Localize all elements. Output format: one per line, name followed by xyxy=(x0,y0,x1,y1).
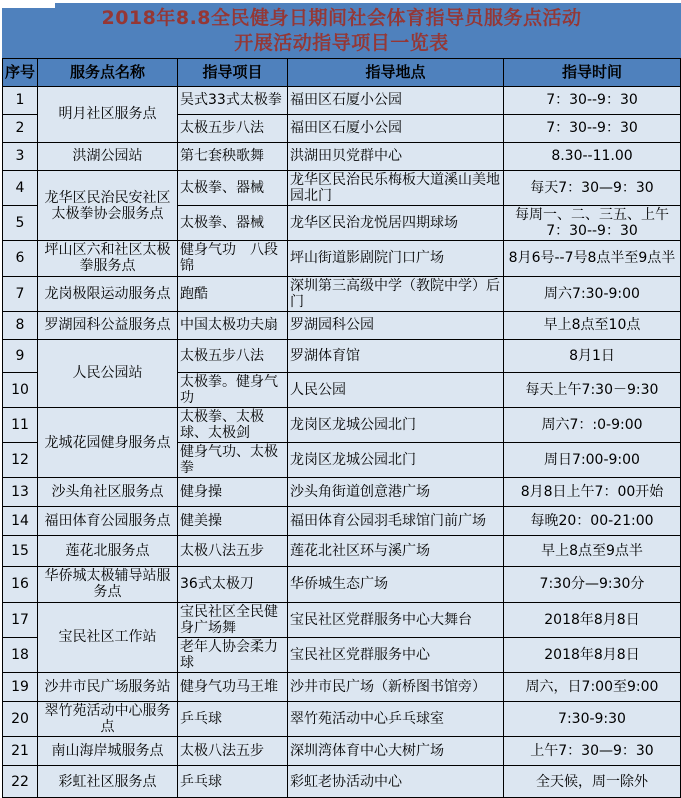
header-cell-name: 服务点名称 xyxy=(38,59,178,87)
cell-row-number: 18 xyxy=(3,637,38,672)
cell-guidance-time: 早上8点至9点半 xyxy=(504,536,681,567)
cell-guidance-time: 周六7：:0-9:00 xyxy=(504,407,681,442)
table-row xyxy=(3,478,681,507)
cell-service-point-name: 彩虹社区服务点 xyxy=(38,766,178,798)
cell-guidance-project: 第七套秧歌舞 xyxy=(178,143,288,171)
cell-row-number: 21 xyxy=(3,737,38,766)
cell-guidance-project: 健身操 xyxy=(178,478,288,507)
cell-guidance-place: 翠竹苑活动中心乒乓球室 xyxy=(288,701,504,736)
cell-row-number: 19 xyxy=(3,672,38,701)
cell-guidance-time: 8.30--11.00 xyxy=(504,143,681,171)
header-cell-place: 指导地点 xyxy=(288,59,504,87)
cell-service-point-name: 翠竹苑活动中心服务点 xyxy=(38,701,178,736)
table-body xyxy=(3,87,681,798)
cell-row-number: 17 xyxy=(3,602,38,637)
table-row xyxy=(3,87,681,115)
cell-row-number: 5 xyxy=(3,206,38,241)
table-row xyxy=(3,311,681,339)
header-cell-no: 序号 xyxy=(3,59,38,87)
cell-row-number: 20 xyxy=(3,701,38,736)
cell-guidance-project: 乒乓球 xyxy=(178,766,288,798)
cell-guidance-project: 健身气功、太极拳 xyxy=(178,443,288,478)
cell-guidance-place: 龙华区民治民乐梅板大道溪山美地园北门 xyxy=(288,171,504,206)
cell-guidance-place: 龙岗区龙城公园北门 xyxy=(288,407,504,442)
cell-row-number: 22 xyxy=(3,766,38,798)
cell-guidance-project: 太极八法五步 xyxy=(178,737,288,766)
cell-guidance-time: 周六，日7:00至9:00 xyxy=(504,672,681,701)
cell-service-point-name: 明月社区服务点 xyxy=(38,87,178,143)
cell-guidance-place: 宝民社区党群服务中心大舞台 xyxy=(288,602,504,637)
cell-row-number: 2 xyxy=(3,115,38,143)
cell-guidance-project: 宝民社区全民健身广场舞 xyxy=(178,602,288,637)
cell-guidance-project: 太极拳、器械 xyxy=(178,171,288,206)
cell-guidance-project: 健美操 xyxy=(178,507,288,536)
cell-guidance-project: 太极拳、器械 xyxy=(178,206,288,241)
cell-service-point-name: 罗湖园科公益服务点 xyxy=(38,311,178,339)
cell-guidance-time: 7：30--9：30 xyxy=(504,87,681,115)
cell-row-number: 13 xyxy=(3,478,38,507)
cell-guidance-project: 36式太极刀 xyxy=(178,567,288,602)
header-cell-time: 指导时间 xyxy=(504,59,681,87)
cell-service-point-name: 龙华区民治民安社区太极拳协会服务点 xyxy=(38,171,178,241)
table-row xyxy=(3,701,681,736)
cell-guidance-place: 洪湖田贝党群中心 xyxy=(288,143,504,171)
title-banner xyxy=(2,3,681,58)
table-row xyxy=(3,602,681,637)
cell-guidance-place: 深圳湾体育中心大树广场 xyxy=(288,737,504,766)
cell-row-number: 4 xyxy=(3,171,38,206)
cell-row-number: 6 xyxy=(3,241,38,276)
page-title-line2: 开展活动指导项目一览表 xyxy=(234,31,449,54)
cell-guidance-place: 龙岗区龙城公园北门 xyxy=(288,443,504,478)
cell-guidance-place: 沙头角街道创意港广场 xyxy=(288,478,504,507)
cell-guidance-time: 7:30分—9:30分 xyxy=(504,567,681,602)
cell-guidance-place: 坪山街道影剧院门口广场 xyxy=(288,241,504,276)
cell-guidance-time: 每天上午7:30－9:30 xyxy=(504,372,681,407)
cell-guidance-place: 福田区石厦小公园 xyxy=(288,115,504,143)
header-cell-proj: 指导项目 xyxy=(178,59,288,87)
cell-row-number: 9 xyxy=(3,339,38,372)
cell-guidance-project: 乒乓球 xyxy=(178,701,288,736)
cell-guidance-time: 全天候，周一除外 xyxy=(504,766,681,798)
cell-guidance-place: 人民公园 xyxy=(288,372,504,407)
table-row xyxy=(3,507,681,536)
cell-guidance-time: 8月6号--7号8点半至9点半 xyxy=(504,241,681,276)
cell-guidance-project: 吴式33式太极拳 xyxy=(178,87,288,115)
table-row xyxy=(3,407,681,442)
cell-service-point-name: 福田体育公园服务点 xyxy=(38,507,178,536)
cell-guidance-time: 每周一、二、三五、上午7：30--9：30 xyxy=(504,206,681,241)
cell-guidance-project: 跑酷 xyxy=(178,276,288,311)
table-header-row xyxy=(3,59,681,87)
cell-guidance-project: 中国太极功夫扇 xyxy=(178,311,288,339)
cell-guidance-place: 华侨城生态广场 xyxy=(288,567,504,602)
cell-guidance-project: 健身气功 八段锦 xyxy=(178,241,288,276)
cell-guidance-time: 周六7:30-9:00 xyxy=(504,276,681,311)
cell-guidance-place: 莲花北社区环与溪广场 xyxy=(288,536,504,567)
cell-guidance-project: 健身气功马王堆 xyxy=(178,672,288,701)
cell-guidance-place: 福田区石厦小公园 xyxy=(288,87,504,115)
table-row xyxy=(3,276,681,311)
cell-guidance-project: 老年人协会柔力球 xyxy=(178,637,288,672)
cell-guidance-place: 宝民社区党群服务中心 xyxy=(288,637,504,672)
corner-notch xyxy=(0,0,55,8)
cell-guidance-time: 8月1日 xyxy=(504,339,681,372)
cell-guidance-time: 7：30--9：30 xyxy=(504,115,681,143)
cell-row-number: 16 xyxy=(3,567,38,602)
cell-guidance-time: 每晚20：00-21:00 xyxy=(504,507,681,536)
cell-guidance-place: 福田体育公园羽毛球馆门前广场 xyxy=(288,507,504,536)
cell-service-point-name: 沙头角社区服务点 xyxy=(38,478,178,507)
cell-service-point-name: 莲花北服务点 xyxy=(38,536,178,567)
cell-service-point-name: 龙城花园健身服务点 xyxy=(38,407,178,477)
cell-row-number: 15 xyxy=(3,536,38,567)
cell-guidance-project: 太极八法五步 xyxy=(178,536,288,567)
cell-row-number: 11 xyxy=(3,407,38,442)
table-row xyxy=(3,567,681,602)
cell-guidance-place: 龙华区民治龙悦居四期球场 xyxy=(288,206,504,241)
cell-guidance-place: 罗湖体育馆 xyxy=(288,339,504,372)
cell-row-number: 14 xyxy=(3,507,38,536)
cell-service-point-name: 华侨城太极辅导站服务点 xyxy=(38,567,178,602)
cell-service-point-name: 南山海岸城服务点 xyxy=(38,737,178,766)
cell-guidance-time: 2018年8月8日 xyxy=(504,602,681,637)
cell-row-number: 12 xyxy=(3,443,38,478)
table-row xyxy=(3,241,681,276)
table-row xyxy=(3,143,681,171)
cell-guidance-place: 深圳第三高级中学（教院中学）后门 xyxy=(288,276,504,311)
cell-row-number: 3 xyxy=(3,143,38,171)
table-row xyxy=(3,766,681,798)
table-row xyxy=(3,171,681,206)
cell-guidance-time: 2018年8月8日 xyxy=(504,637,681,672)
cell-service-point-name: 宝民社区工作站 xyxy=(38,602,178,672)
cell-row-number: 1 xyxy=(3,87,38,115)
cell-guidance-place: 彩虹老协活动中心 xyxy=(288,766,504,798)
cell-guidance-project: 太极拳、太极球、太极剑 xyxy=(178,407,288,442)
cell-guidance-project: 太极拳。健身气功 xyxy=(178,372,288,407)
cell-service-point-name: 人民公园站 xyxy=(38,339,178,407)
cell-guidance-project: 太极五步八法 xyxy=(178,339,288,372)
table-row xyxy=(3,536,681,567)
table-row xyxy=(3,737,681,766)
cell-guidance-time: 8月8日上午7：00开始 xyxy=(504,478,681,507)
activity-table xyxy=(2,58,681,798)
cell-guidance-time: 7:30-9:30 xyxy=(504,701,681,736)
cell-guidance-place: 罗湖园科公园 xyxy=(288,311,504,339)
cell-guidance-time: 早上8点至10点 xyxy=(504,311,681,339)
table-row xyxy=(3,339,681,372)
cell-guidance-time: 周日7:00-9:00 xyxy=(504,443,681,478)
page-title-line1: 2018年8.8全民健身日期间社会体育指导员服务点活动 xyxy=(101,6,582,29)
cell-row-number: 10 xyxy=(3,372,38,407)
cell-guidance-time: 每天7：30—9：30 xyxy=(504,171,681,206)
cell-row-number: 7 xyxy=(3,276,38,311)
cell-service-point-name: 沙井市民广场服务站 xyxy=(38,672,178,701)
cell-service-point-name: 坪山区六和社区太极拳服务点 xyxy=(38,241,178,276)
cell-service-point-name: 洪湖公园站 xyxy=(38,143,178,171)
cell-guidance-place: 沙井市民广场（新桥图书馆旁） xyxy=(288,672,504,701)
cell-row-number: 8 xyxy=(3,311,38,339)
cell-guidance-time: 上午7：30—9：30 xyxy=(504,737,681,766)
cell-service-point-name: 龙岗极限运动服务点 xyxy=(38,276,178,311)
table-row xyxy=(3,672,681,701)
cell-guidance-project: 太极五步八法 xyxy=(178,115,288,143)
